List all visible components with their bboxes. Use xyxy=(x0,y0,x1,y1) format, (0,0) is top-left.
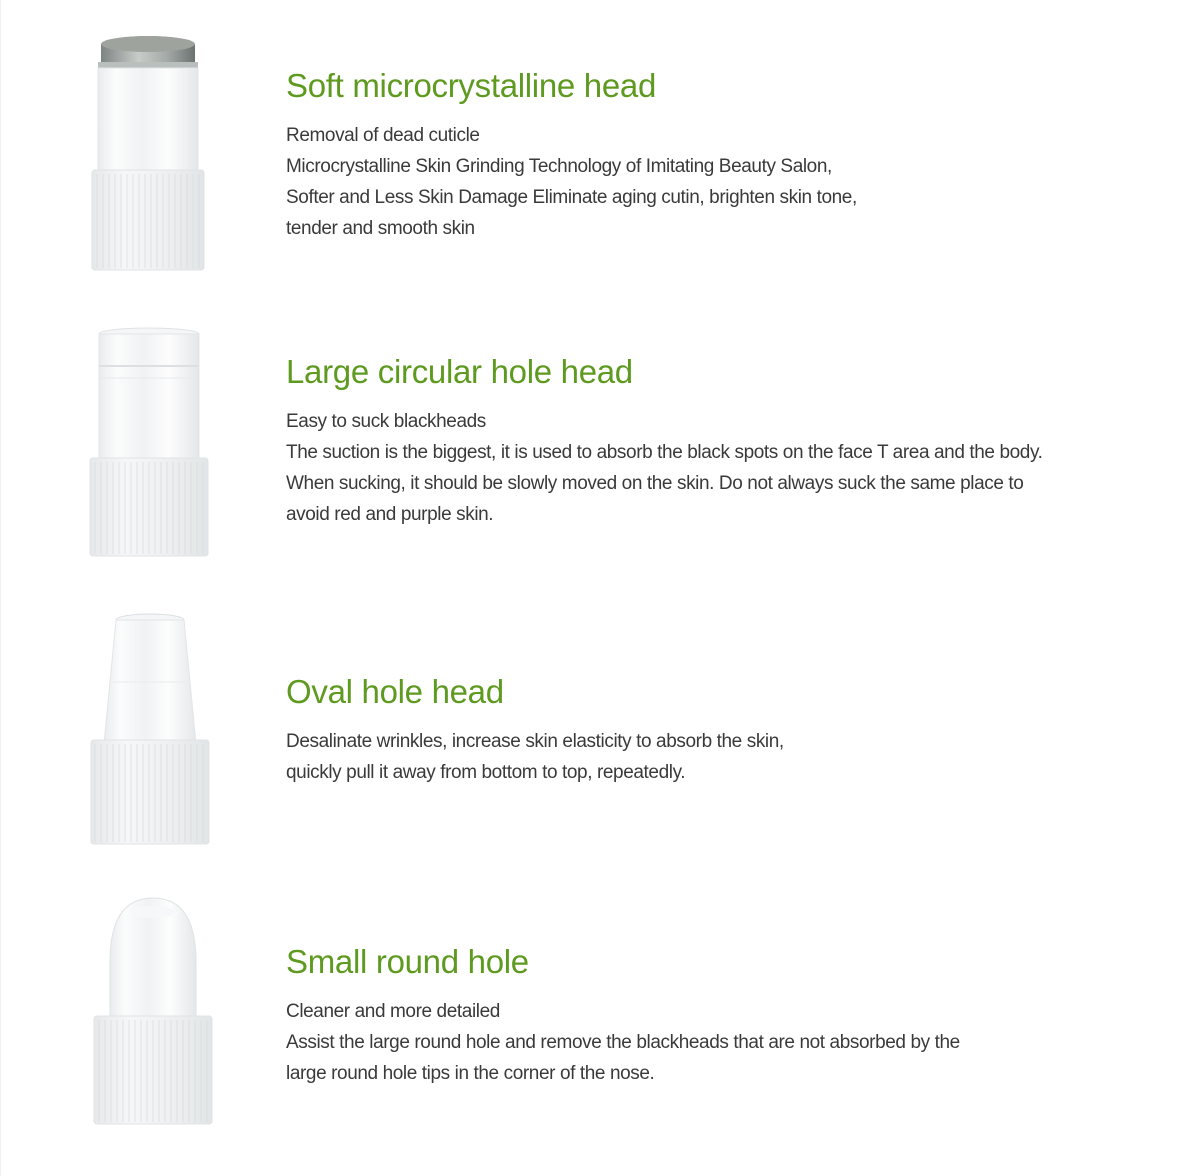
small-round-hole-head-icon xyxy=(92,892,224,1128)
microcrystalline-head-icon xyxy=(90,32,222,272)
item-text xyxy=(286,352,1166,530)
description-line: tender and smooth skin xyxy=(286,218,475,239)
description-line: Softer and Less Skin Damage Eliminate aging cutin, brighten skin tone, xyxy=(286,187,857,208)
large-circular-hole-head-icon xyxy=(88,326,220,558)
description-line: Microcrystalline Skin Grinding Technology of Imitating Beauty Salon, xyxy=(286,156,832,177)
item-description xyxy=(286,120,1166,244)
item-title: Large circular hole head xyxy=(286,353,633,390)
item-text xyxy=(286,66,1166,244)
item-description xyxy=(286,406,1166,530)
description-line: Desalinate wrinkles, increase skin elasticity to absorb the skin, xyxy=(286,731,784,752)
description-line: avoid red and purple skin. xyxy=(286,504,494,525)
item-description xyxy=(286,996,1166,1089)
oval-hole-head-icon xyxy=(88,612,220,848)
item-description xyxy=(286,726,1166,788)
item-title: Small round hole xyxy=(286,943,529,980)
item-title: Oval hole head xyxy=(286,673,504,710)
description-line: large round hole tips in the corner of the nose. xyxy=(286,1063,655,1084)
description-line: The suction is the biggest, it is used to absorb the black spots on the face T area and the body. xyxy=(286,442,1043,463)
description-line: Cleaner and more detailed xyxy=(286,1001,500,1022)
item-title: Soft microcrystalline head xyxy=(286,67,657,104)
item-text xyxy=(286,672,1166,788)
description-line: Assist the large round hole and remove the blackheads that are not absorbed by the xyxy=(286,1032,960,1053)
item-text xyxy=(286,942,1166,1089)
description-line: When sucking, it should be slowly moved on the skin. Do not always suck the same place to xyxy=(286,473,1024,494)
description-line: quickly pull it away from bottom to top, repeatedly. xyxy=(286,762,686,783)
description-line: Easy to suck blackheads xyxy=(286,411,486,432)
description-line: Removal of dead cuticle xyxy=(286,125,480,146)
